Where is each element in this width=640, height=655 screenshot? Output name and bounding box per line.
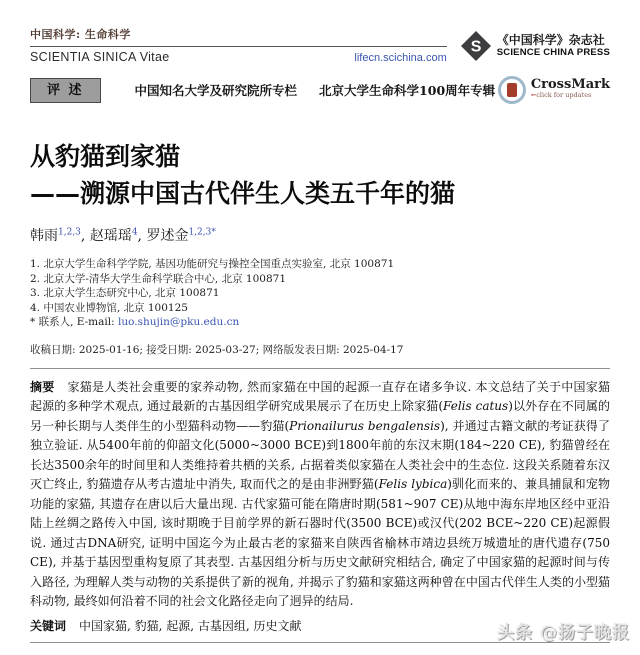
contact-line <box>30 315 610 330</box>
journal-header <box>30 28 610 64</box>
article-title <box>30 138 610 212</box>
special-issue-label: 北京大学生命科学100周年专辑 <box>319 83 496 98</box>
crossmark-icon <box>498 76 526 104</box>
crossmark-sublabel: ←click for updates <box>530 91 592 99</box>
header-divider <box>30 46 447 47</box>
author-name: 韩雨 <box>30 228 58 244</box>
journal-website-link[interactable]: lifecn.scichina.com <box>354 52 447 64</box>
abstract-label: 摘要 <box>30 379 55 394</box>
species-latin-name: Prionailurus bengalensis <box>289 418 441 433</box>
abstract-segment: )以外存在不同属的另一种长期与人类伴生的小型猫科动物——豹猫( <box>30 399 610 433</box>
journal-title-en: SCIENTIA SINICA Vitae <box>30 50 170 64</box>
bottom-divider <box>30 642 610 643</box>
keywords-label: 关键词 <box>30 618 67 633</box>
article-type-badge: 评 述 <box>30 78 101 103</box>
affiliation-line: 3. 北京大学生态研究中心, 北京 100871 <box>30 287 220 299</box>
press-logo <box>461 30 610 62</box>
affiliation-list <box>30 257 610 315</box>
abstract-text <box>30 380 610 609</box>
article-title-line1: 从豹猫到家猫 <box>30 142 181 171</box>
species-latin-name: Felis lybica <box>378 477 448 491</box>
author-separator: , <box>80 228 90 244</box>
keywords-line <box>30 617 610 634</box>
author-name: 赵瑶瑶 <box>89 228 132 244</box>
journal-title-cn: 中国科学: 生命科学 <box>30 28 131 41</box>
contact-email-link[interactable]: luo.shujin@pku.edu.cn <box>117 316 240 328</box>
crossmark-label: CrossMark <box>530 77 610 92</box>
abstract-top-divider <box>30 368 610 369</box>
column-label: 中国知名大学及研究院所专栏 <box>134 83 298 98</box>
article-title-line2: ——溯源中国古代伴生人类五千年的猫 <box>30 179 456 208</box>
author-separator: , <box>137 228 147 244</box>
affiliation-line: 1. 北京大学生命科学学院, 基因功能研究与操控全国重点实验室, 北京 100871 <box>30 258 395 270</box>
press-name-cn: 《中国科学》杂志社 <box>496 33 605 47</box>
keywords-text: 中国家猫, 豹猫, 起源, 古基因组, 历史文献 <box>79 618 302 633</box>
author-name: 罗述金 <box>146 228 189 244</box>
abstract-paragraph <box>30 378 610 612</box>
author-list <box>30 225 610 245</box>
author-superscript: 1,2,3 <box>58 227 81 238</box>
toutiao-watermark: 头条 @扬子晚报 <box>497 623 630 643</box>
journal-header-left <box>30 28 447 64</box>
affiliation-line: 2. 北京大学-清华大学生命科学联合中心, 北京 100871 <box>30 272 286 285</box>
science-china-press-diamond-icon <box>461 30 491 62</box>
submission-dates: 收稿日期: 2025-01-16; 接受日期: 2025-03-27; 网络版发表日期: 2025-04-17 <box>30 343 404 356</box>
article-type-row <box>30 76 610 104</box>
abstract-segment: ), 并通过古籍文献的考证获得了独立验证. 从5400年前的仰韶文化(5000~3000 BCE)到1800年前的东汉末期(184~220 CE), 豹猫曾经在长达3500余年的时间里和人类维持着共栖的关系, 占据着类似家猫在人类社会中的生态位. 这段关系随着东汉灭亡终止, 豹猫遗存从考古遗址中消失, 取而代之的是由非洲野猫( <box>30 418 611 491</box>
press-name-en: SCIENCE CHINA PRESS <box>496 47 610 58</box>
crossmark-widget[interactable] <box>498 76 610 104</box>
svg-text:S: S <box>470 38 482 56</box>
author-superscript: 4 <box>131 227 138 238</box>
species-latin-name: Felis catus <box>443 399 509 413</box>
affiliation-line: 4. 中国农业博物馆, 北京 100125 <box>30 301 188 314</box>
abstract-segment: )驯化而来的、兼具捕鼠和宠物功能的家猫, 其遗存在唐以后大量出现. 古代家猫可能在隋唐时期(581~907 CE)从地中海东岸地区经中亚沿陆上丝绸之路传入中国, 该时期晚于目前学界的新石器时代(3500 BCE)或汉代(202 BCE~220 CE)起源假说. 通过古DNA研究, 证明中国迄今为止最古老的家猫来自陕西省榆林市靖边县统万城遗址的唐代遗存(750 CE), 并基于基因型重构复原了其表型. 古基因组分析与历史文献研究相结合, 确定了中国家猫的起源时间与传入路径, 为理解人类与动物的关系提供了新的视角, 并揭示了豹猫和家猫这两种曾在中国古代伴生人类的小型猫科动物, 最终如何沿着不同的社会文化路径走向了迥异的结局. <box>30 477 610 608</box>
contact-prefix: * 联系人, E-mail: <box>30 316 118 328</box>
abstract-segment: 家猫是人类社会重要的家养动物, 然而家猫在中国的起源一直存在诸多争议. 本文总结了关于中国家猫起源的多种学术观点, 通过最新的古基因组学研究成果展示了在历史上除家猫( <box>30 379 610 413</box>
author-superscript: 1,2,3* <box>188 227 216 238</box>
crossmark-arrow-icon: ← <box>530 91 537 99</box>
